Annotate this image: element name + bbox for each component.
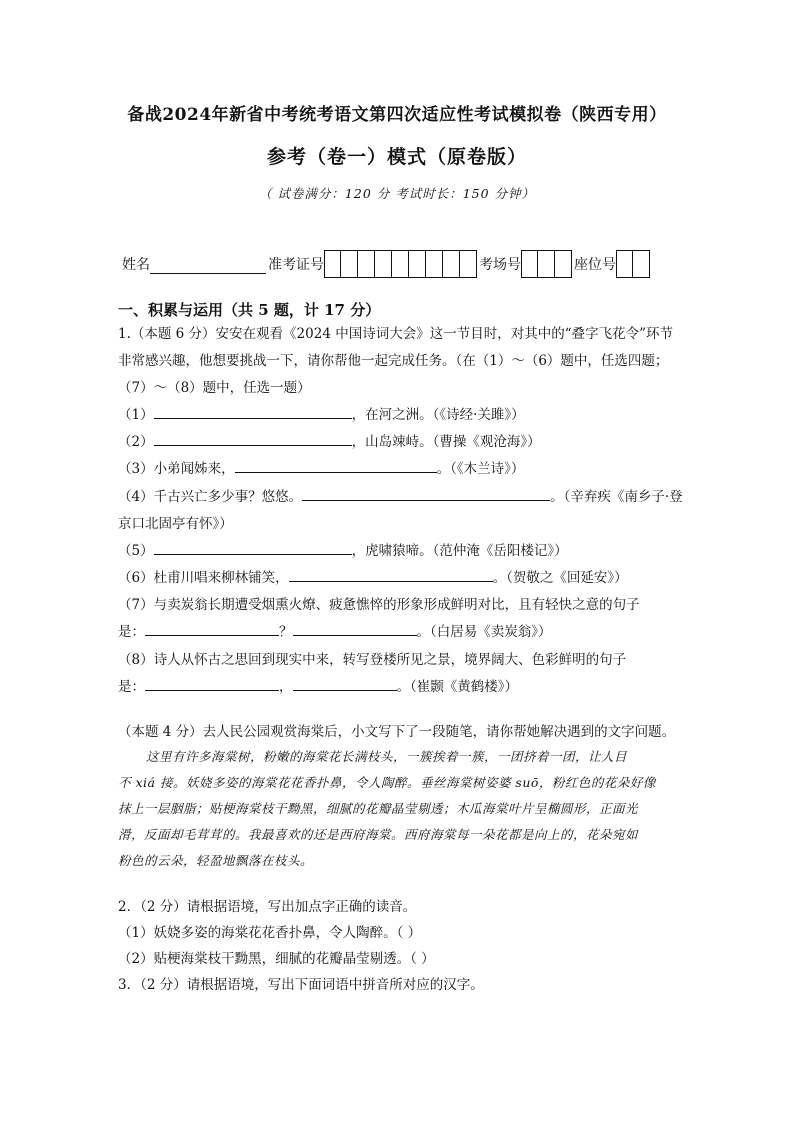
q1-item-3: （3）小弟闻姊来， 。（《木兰诗》） — [118, 457, 524, 477]
section-heading: 一、积累与运用（共 5 题，计 17 分） — [118, 301, 381, 319]
answer-blank[interactable] — [145, 621, 279, 636]
answer-blank[interactable] — [154, 404, 352, 419]
passage-line: 滑，反面却毛茸茸的。我最喜欢的还是西府海棠。西府海棠每一朵花都是向上的，花朵宛如 — [118, 827, 639, 842]
q1-item-4: （4）千古兴亡多少事？悠悠。 。（辛弃疾《南乡子·登 — [118, 485, 683, 505]
q1-item-5: （5） ，虎啸猿啼。（范仲淹《岳阳楼记》） — [118, 539, 568, 559]
answer-blank[interactable] — [302, 486, 550, 501]
passage-intro: （本题 4 分）去人民公园观赏海棠后，小文写下了一段随笔，请你帮她解决遇到的文字问题。 — [118, 724, 676, 740]
room-label: 考场号 — [479, 257, 521, 273]
passage-line: 这里有许多海棠树，粉嫩的海棠花长满枝头，一簇挨着一簇，一团挤着一团，让人目 — [146, 749, 628, 764]
answer-blank[interactable] — [293, 621, 417, 636]
q1-item-4-cont: 京口北固亭有怀》） — [118, 516, 233, 532]
ticket-number-boxes[interactable] — [324, 250, 477, 278]
exam-info: （ 试卷满分：120 分 考试时长：150 分钟） — [258, 186, 536, 201]
q1-stem-line1: 1.（本题 6 分）安安在观看《2024 中国诗词大会》这一节目时，对其中的“叠字飞花令”环节 — [118, 326, 674, 342]
name-field[interactable] — [150, 255, 266, 274]
answer-blank[interactable] — [235, 458, 437, 473]
room-number-boxes[interactable] — [521, 250, 572, 278]
exam-subtitle: 参考（卷一）模式（原卷版） — [266, 146, 527, 168]
answer-blank[interactable] — [289, 567, 493, 582]
seat-label: 座位号 — [574, 257, 616, 273]
answer-blank[interactable] — [293, 676, 397, 691]
exam-title: 备战2024年新省中考统考语文第四次适应性考试模拟卷（陕西专用） — [127, 105, 667, 125]
q1-item-8: （8）诗人从怀古之思回到现实中来，转写登楼所见之景，境界阔大、色彩鲜明的句子 — [118, 652, 627, 668]
passage-line: 不 xiá 接。妖娆多姿的海棠花花香扑鼻，令人陶醉。垂丝海棠树姿婆 suō，粉红色的花朵好像 — [118, 775, 656, 790]
answer-blank[interactable] — [154, 540, 352, 555]
ticket-label: 准考证号 — [268, 257, 324, 273]
q3-stem: 3．（2 分）请根据语境，写出下面词语中拼音所对应的汉字。 — [118, 977, 484, 993]
q1-item-8-answer: 是： ， 。（崔颢《黄鹤楼》） — [118, 675, 518, 695]
q1-stem-line2: 非常感兴趣，他想要挑战一下，请你帮他一起完成任务。（在（1）～（6）题中，任选四题； — [118, 353, 669, 369]
q2-stem: 2．（2 分）请根据语境，写出加点字正确的读音。 — [118, 899, 417, 915]
q1-item-7-answer: 是： ？ 。（白居易《卖炭翁》） — [118, 620, 552, 640]
name-label: 姓名 — [122, 257, 150, 273]
q1-item-1: （1） ，在河之洲。（《诗经·关雎》） — [118, 403, 525, 423]
seat-number-boxes[interactable] — [616, 250, 650, 278]
q2-sub-1: （1）妖娆多姿的海棠花花香扑鼻，令人陶醉。（ ） — [118, 925, 422, 941]
q1-item-2: （2） ，山岛竦峙。（曹操《观沧海》） — [118, 430, 541, 450]
passage-line: 粉色的云朵，轻盈地飘落在枝头。 — [118, 853, 314, 868]
passage-text — [118, 744, 678, 874]
candidate-info-row — [122, 249, 652, 279]
answer-blank[interactable] — [154, 431, 352, 446]
q1-item-7: （7）与卖炭翁长期遭受烟熏火燎、疲惫憔悴的形象形成鲜明对比，且有轻快之意的句子 — [118, 597, 640, 613]
q2-sub-2: （2）贴梗海棠枝干黝黑，细腻的花瓣晶莹剔透。（ ） — [118, 951, 435, 967]
passage-line: 抹上一层胭脂；贴梗海棠枝干黝黑，细腻的花瓣晶莹剔透；木瓜海棠叶片呈椭圆形，正面光 — [118, 801, 639, 816]
q1-stem-line3: （7）～（8）题中，任选一题） — [118, 380, 311, 396]
q1-item-6: （6）杜甫川唱来柳林铺笑， 。（贺敬之《回延安》） — [118, 566, 628, 586]
answer-blank[interactable] — [145, 676, 279, 691]
